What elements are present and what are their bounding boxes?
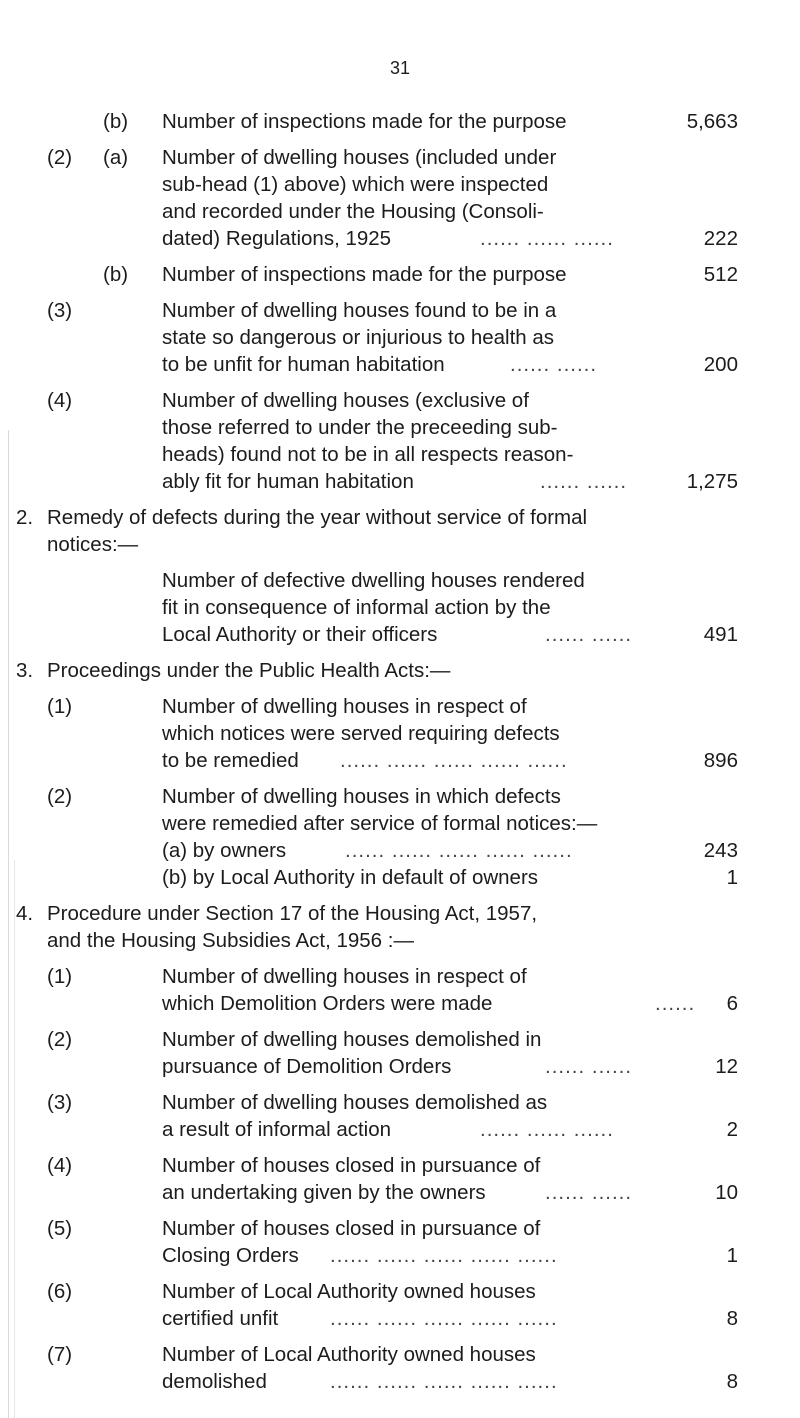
item-value: 1,275 xyxy=(686,470,738,493)
item-text-line: which notices were served requiring defects xyxy=(162,722,560,745)
item-text-line: ably fit for human habitation xyxy=(162,470,414,493)
item-number: (3) xyxy=(47,1091,73,1114)
item-number: (7) xyxy=(47,1343,73,1366)
item-text-line: Number of Local Authority owned houses xyxy=(162,1280,536,1303)
item-text-line: pursuance of Demolition Orders xyxy=(162,1055,452,1078)
item-value: 200 xyxy=(703,353,738,376)
section-heading: notices:— xyxy=(47,533,139,556)
item-value: 12 xyxy=(715,1055,738,1078)
leader-dots: ...... xyxy=(655,992,696,1015)
leader-dots: ...... ...... ...... xyxy=(480,1118,614,1141)
item-text-line: a result of informal action xyxy=(162,1118,392,1141)
leader-dots: ...... ...... xyxy=(540,470,628,493)
item-sub-text: (b) by Local Authority in default of owners xyxy=(162,866,539,889)
item-value: 1 xyxy=(726,866,738,889)
item-number: (3) xyxy=(47,299,73,322)
item-value: 2 xyxy=(726,1118,738,1141)
item-text-line: Closing Orders xyxy=(162,1244,299,1267)
item-number: (5) xyxy=(47,1217,73,1240)
leader-dots: ...... ...... ...... ...... ...... xyxy=(330,1244,558,1267)
item-text-line: Number of dwelling houses found to be in a xyxy=(162,299,557,322)
item-number: (2) xyxy=(47,785,73,808)
leader-dots: ...... ...... ...... ...... ...... xyxy=(330,1307,558,1330)
section-heading: Remedy of defects during the year without service of formal xyxy=(47,506,588,529)
item-text-line: were remedied after service of formal notices:— xyxy=(162,812,598,835)
item-text-line: Number of dwelling houses demolished as xyxy=(162,1091,548,1114)
item-sub-label: (b) xyxy=(103,263,129,286)
item-text-line: which Demolition Orders were made xyxy=(162,992,493,1015)
item-text-line: sub-head (1) above) which were inspected xyxy=(162,173,549,196)
item-number: (4) xyxy=(47,389,73,412)
item-number: (6) xyxy=(47,1280,73,1303)
margin-binding-line xyxy=(8,430,9,1418)
item-value: 8 xyxy=(726,1307,738,1330)
item-text-line: an undertaking given by the owners xyxy=(162,1181,486,1204)
item-text-line: Local Authority or their officers xyxy=(162,623,438,646)
item-text-line: Number of houses closed in pursuance of xyxy=(162,1154,541,1177)
item-text-line: to be remedied xyxy=(162,749,299,772)
leader-dots: ...... ...... ...... xyxy=(480,227,614,250)
item-text-line: Number of dwelling houses (included under xyxy=(162,146,557,169)
item-text-line: certified unfit xyxy=(162,1307,279,1330)
page-number: 31 xyxy=(389,58,411,78)
item-value: 1 xyxy=(726,1244,738,1267)
item-text-line: Number of dwelling houses in respect of xyxy=(162,965,527,988)
item-text-line: fit in consequence of informal action by the xyxy=(162,596,551,619)
item-text-line: Number of dwelling houses (exclusive of xyxy=(162,389,529,412)
item-text-line: and recorded under the Housing (Consoli- xyxy=(162,200,544,223)
section-number: 2. xyxy=(16,506,34,529)
item-text-line: Number of inspections made for the purpose xyxy=(162,263,567,286)
item-text-line: dated) Regulations, 1925 xyxy=(162,227,392,250)
item-text-line: demolished xyxy=(162,1370,267,1393)
leader-dots: ...... ...... ...... ...... ...... xyxy=(340,749,568,772)
leader-dots: ...... ...... ...... ...... ...... xyxy=(345,839,573,862)
item-value: 896 xyxy=(703,749,738,772)
item-text-line: heads) found not to be in all respects reason- xyxy=(162,443,574,466)
item-text-line: Number of dwelling houses in which defects xyxy=(162,785,561,808)
margin-binding-line-2 xyxy=(14,860,15,1418)
item-text-line: those referred to under the preceeding sub- xyxy=(162,416,558,439)
item-value: 491 xyxy=(703,623,738,646)
leader-dots: ...... ...... ...... ...... ...... xyxy=(330,1370,558,1393)
section-heading: Procedure under Section 17 of the Housing Act, 1957, xyxy=(47,902,538,925)
leader-dots: ...... ...... xyxy=(545,623,633,646)
section-heading: Proceedings under the Public Health Acts:— xyxy=(47,659,451,682)
item-value: 6 xyxy=(726,992,738,1015)
item-number: (1) xyxy=(47,695,73,718)
item-value: 5,663 xyxy=(686,110,738,133)
item-value: 243 xyxy=(703,839,738,862)
item-text-line: Number of defective dwelling houses rendered xyxy=(162,569,585,592)
item-number: (4) xyxy=(47,1154,73,1177)
item-text-line: state so dangerous or injurious to health as xyxy=(162,326,555,349)
item-value: 512 xyxy=(703,263,738,286)
item-text-line: Number of dwelling houses in respect of xyxy=(162,695,527,718)
section-number: 3. xyxy=(16,659,34,682)
item-sub-label: (b) xyxy=(103,110,129,133)
item-value: 222 xyxy=(703,227,738,250)
item-sub-text: (a) by owners xyxy=(162,839,287,862)
item-text-line: Number of houses closed in pursuance of xyxy=(162,1217,541,1240)
section-heading: and the Housing Subsidies Act, 1956 :— xyxy=(47,929,414,952)
leader-dots: ...... ...... xyxy=(545,1055,633,1078)
item-number: (2) xyxy=(47,1028,73,1051)
item-text-line: to be unfit for human habitation xyxy=(162,353,445,376)
leader-dots: ...... ...... xyxy=(510,353,598,376)
section-number: 4. xyxy=(16,902,34,925)
item-text-line: Number of dwelling houses demolished in xyxy=(162,1028,542,1051)
item-number: (1) xyxy=(47,965,73,988)
item-text-line: Number of inspections made for the purpose xyxy=(162,110,567,133)
item-value: 8 xyxy=(726,1370,738,1393)
item-sub-label: (a) xyxy=(103,146,129,169)
item-text-line: Number of Local Authority owned houses xyxy=(162,1343,536,1366)
item-value: 10 xyxy=(715,1181,738,1204)
item-number: (2) xyxy=(47,146,73,169)
leader-dots: ...... ...... xyxy=(545,1181,633,1204)
